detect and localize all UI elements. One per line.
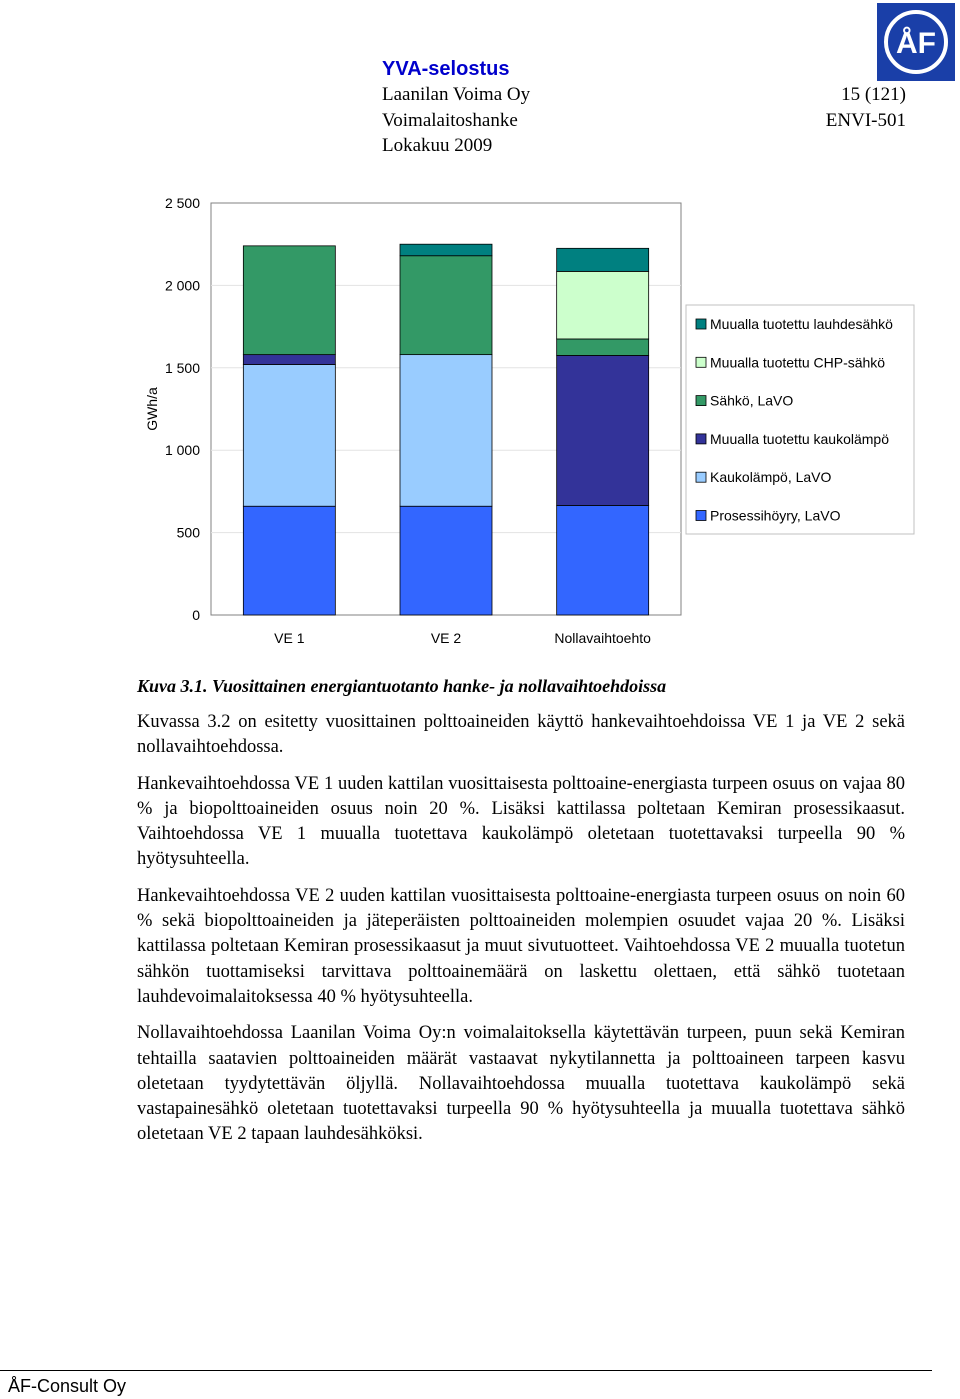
- footer-company: ÅF-Consult Oy: [8, 1376, 127, 1396]
- bar-segment: [557, 505, 649, 615]
- bar-segment: [557, 248, 649, 271]
- x-tick-label: Nollavaihtoehto: [554, 630, 651, 646]
- legend-label: Kaukolämpö, LaVO: [710, 469, 832, 486]
- project-name: Voimalaitoshanke: [382, 109, 518, 131]
- legend-swatch: [696, 472, 706, 482]
- legend-swatch: [696, 434, 706, 444]
- legend-label: Muualla tuotettu lauhdesähkö: [710, 316, 893, 332]
- bar-segment: [400, 244, 492, 256]
- chart-svg: [135, 185, 925, 660]
- logo-text: ÅF: [896, 27, 936, 60]
- y-tick-label: 500: [176, 524, 200, 541]
- page-number: 15 (121): [841, 84, 906, 105]
- bar-segment: [557, 339, 649, 355]
- paragraph-4: Nollavaihtoehdossa Laanilan Voima Oy:n voimalaitoksella käytettävän turpeen, puun sekä Kemiran tehtailla saatavien polttoaineiden määrät vastaavat nykytilannetta ja polttoaineen tarpeen kasvu oletetaan tyydytettävän öljyllä. Nollavaihtoehdossa muualla tuotettava kaukolämpö sekä vastapainesähkö oletetaan tuotettavaksi turpeella 90 % hyötysuhteella ja muualla tuotettava sähkö oletetaan VE 2 tapaan lauhdesähköksi.: [137, 1023, 905, 1145]
- bar-segment: [400, 355, 492, 507]
- legend-label: Muualla tuotettu kaukolämpö: [710, 430, 889, 447]
- legend-swatch: [696, 396, 706, 406]
- paragraph-3: Hankevaihtoehdossa VE 2 uuden kattilan vuosittaisesta polttoaine-energiasta turpeen osuus on noin 60 % sekä biopolttoaineiden ja jäteperäisten polttoaineiden molempien osuudet vajaa 20 %. Lisäksi kattilassa poltetaan Kemiran prosessikaasut ja muut sivutuotteet. Vaihtoehdossa VE 2 muualla tuotetun sähkön tuottamiseksi tarvittava polttoainemäärä on laskettu olettaen, että sähkö tuotetaan lauhdevoimalaitoksessa 40 % hyötysuhteella.: [137, 885, 905, 1007]
- y-tick-label: 1 000: [164, 442, 200, 459]
- document-title: YVA-selostus: [382, 58, 510, 80]
- legend-label: Sähkö, LaVO: [710, 392, 794, 409]
- document-code: ENVI-501: [825, 109, 906, 131]
- y-tick-label: 0: [192, 607, 200, 623]
- bar-segment: [243, 246, 335, 355]
- paragraph-1: Kuvassa 3.2 on esitetty vuosittainen polttoaineiden käyttö hankevaihtoehdoissa VE 1 ja VE 2 sekä nollavaihtoehdossa.: [137, 712, 905, 758]
- y-tick-label: 2 000: [164, 277, 200, 294]
- company-name: Laanilan Voima Oy: [382, 84, 531, 105]
- energy-production-chart: [135, 185, 925, 660]
- y-axis-label: GWh/a: [144, 387, 160, 431]
- y-tick-label: 2 500: [164, 195, 200, 211]
- footer-divider: [0, 1370, 932, 1371]
- document-header: [382, 56, 906, 159]
- x-tick-label: VE 1: [274, 630, 305, 646]
- paragraph-2: Hankevaihtoehdossa VE 1 uuden kattilan vuosittaisesta polttoaine-energiasta turpeen osuus on vajaa 80 % ja biopolttoaineiden osuus noin 20 %. Lisäksi kattilassa poltetaan Kemiran prosessikaasut. Vaihtoehdossa VE 1 muualla tuotettava kaukolämpö oletetaan tuotettavaksi turpeella 90 % hyötysuhteella.: [137, 773, 905, 870]
- legend-swatch: [696, 319, 706, 329]
- bar-segment: [243, 506, 335, 615]
- legend-label: Prosessihöyry, LaVO: [710, 507, 841, 524]
- bar-segment: [400, 256, 492, 355]
- bar-segment: [557, 271, 649, 339]
- bar-segment: [243, 365, 335, 507]
- document-date: Lokakuu 2009: [382, 135, 493, 156]
- legend-swatch: [696, 357, 706, 367]
- figure-caption: Kuva 3.1. Vuosittainen energiantuotanto hanke- ja nollavaihtoehdoissa: [137, 676, 667, 696]
- bar-segment: [243, 355, 335, 365]
- x-tick-label: VE 2: [430, 630, 462, 646]
- chart-legend: [686, 305, 914, 534]
- y-tick-label: 1 500: [164, 359, 200, 376]
- legend-swatch: [696, 511, 706, 521]
- body-text: [137, 710, 905, 1159]
- bar-segment: [557, 355, 649, 505]
- bar-segment: [400, 506, 492, 615]
- legend-label: Muualla tuotettu CHP-sähkö: [710, 354, 886, 371]
